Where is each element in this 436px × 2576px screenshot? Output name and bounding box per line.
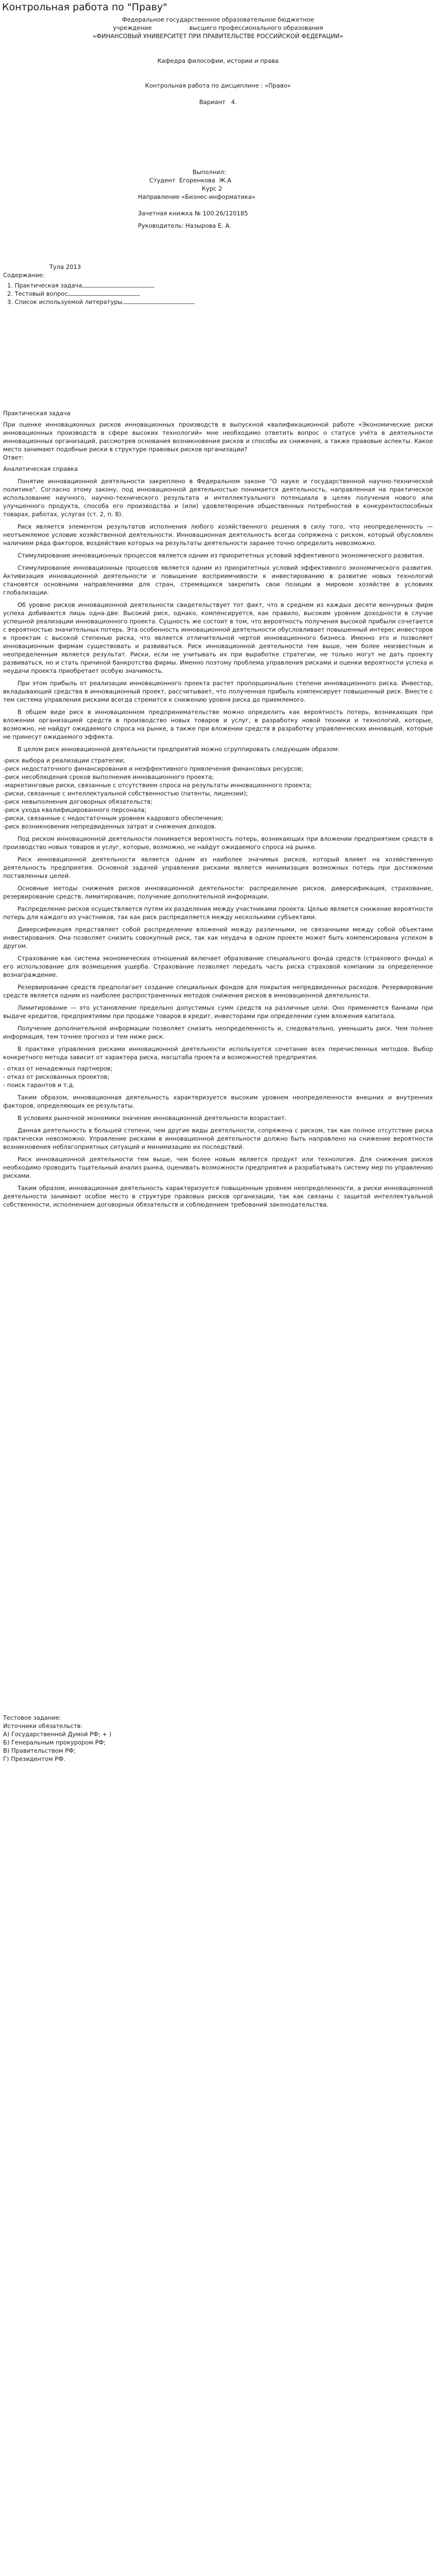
body-paragraph: Таким образом, инновационная деятельность характеризуется высоким уровнем неопределенности внешних и внутренних факторов, определяющих ее результаты.: [3, 1094, 433, 1109]
list-item: -риск недостаточного финансирования и неэффективного привлечения финансовых ресурсов;: [3, 765, 304, 772]
body-paragraph: Страхование как система экономических отношений включает образование специального фонда средств (страхового фонда) и его использование для возмещения ущерба. Страхование позволяет передать часть риска страховой компании за определенное вознаграждение.: [3, 955, 433, 978]
body-paragraph: Данная деятельность в большей степени, чем другие виды деятельности, сопряжена с риском, так как полное отсутствие риска практически невозможно. Управление рисками в инновационной деятельности должно быть направлено на снижение вероятности возникновения неблагоприятных ситуаций и минимизацию их последствий.: [3, 1127, 433, 1150]
author-block: [3, 168, 433, 230]
toc-item-label: 3. Список используемой литературы: [7, 298, 123, 306]
answer-label: Ответ:: [3, 454, 24, 461]
body-paragraph: Риск инновационной деятельности тем выше, чем более новым является продукт или технология. Для снижения рисков необходимо проводить тщательный анализ рынка, оценивать возможности предприятия и разрабатывать систему мер по управлению рисками.: [3, 1156, 433, 1179]
toc-item: [3, 298, 433, 306]
table-of-contents: [3, 271, 433, 306]
body-paragraph: Риск является элементом результатов исполнения любого хозяйственного решения в силу того, что неопределенность — неотъемлемое условие хозяйственной деятельности. Инновационная деятельность всегда сопряжена с риском, который обусловлен наличием ряда факторов, воздействие которых на результаты деятельности заранее точно определить невозможно.: [3, 523, 433, 547]
list-item: -риски, связанные с интеллектуальной собственностью (патенты, лицензии);: [3, 790, 248, 797]
title-line: «ФИНАНСОВЫЙ УНИВЕРСИТЕТ ПРИ ПРАВИТЕЛЬСТВЕ РОССИЙСКОЙ ФЕДЕРАЦИИ»: [93, 32, 343, 40]
test-option: Б) Генеральным прокурором РФ;: [3, 1739, 106, 1746]
course: Курс 2: [202, 185, 222, 192]
toc-heading: Содержание:: [3, 272, 45, 279]
document-title: Контрольная работа по "Праву": [2, 2, 167, 13]
toc-leader: [82, 282, 154, 287]
list-item: -риск возникновения непредвиденных затрат и снижения доходов.: [3, 823, 217, 830]
test-option: А) Государственной Думой РФ; + ): [3, 1731, 112, 1738]
title-page-header: [3, 13, 433, 40]
direction: Направление «Бизнес-информатика»: [138, 193, 256, 200]
body-paragraph: Диверсификация представляет собой распределение вложений между различными, не связанными между собой объектами инвестирования. Она позволяет снизить совокупный риск, так как неудача в одном проекте может быть компенсирована успехом в другом.: [3, 926, 433, 950]
risk-groups-list: [3, 756, 433, 831]
test-question: Источники обязательств:: [3, 1722, 83, 1730]
task-question: При оценке инновационных рисков инновационных производств в выпускной квалификационной работе «Экономические риски инновационных производств в сфере высоких технологий» мне необходимо ответить вопрос о статусе учёта в деятельности инновационных организаций, рассмотрев основания возникновения рисков и способы их снижения, а также правовые аспекты. Какое место занимают подобные риски в структуре правовых рисков организации?: [3, 421, 433, 453]
list-item: -риск выбора и реализации стратегии;: [3, 757, 125, 764]
toc-item-label: 1. Практическая задача: [7, 282, 82, 289]
title-line: Федеральное государственное образовательное бюджетное: [121, 16, 315, 23]
body-paragraph: В общем виде риск в инновационном предпринимательстве можно определить как вероятность потерь, возникающих при вложении организацией средств в производство новых товаров и услуг, в разработку новой техники и технологий, которые, возможно, не найдут ожидаемого спроса на рынке, а также при вложении средств в разработку управленческих инноваций, которые не принесут ожидаемого эффекта.: [3, 708, 433, 740]
body-paragraph: Получение дополнительной информации позволяет снизить неопределенность и, следовательно, уменьшить риск. Чем полнее информация, тем точнее прогноз и тем ниже риск.: [3, 1025, 433, 1040]
test-section: [3, 1714, 433, 1763]
record-book: Зачетная книжка № 100.26/120185: [138, 210, 248, 217]
list-item: -риски, связанные с недостаточным уровнем кадрового обеспечения;: [3, 815, 223, 822]
body-paragraph: Под риском инновационной деятельности понимается вероятность потерь, возникающих при вложении предприятием средств в производство новых товаров и услуг, которые, возможно, не найдут ожидаемого спроса на рынке.: [3, 835, 433, 851]
test-option: В) Правительством РФ;: [3, 1747, 76, 1754]
body-paragraph: Риск инновационной деятельности является одним из наиболее значимых рисков, который влияет на хозяйственную деятельность предприятия. Основной задачей управления рисками является минимизация возможных потерь при достижении поставленных целей.: [3, 856, 433, 879]
city-year: Тула 2013: [49, 263, 81, 270]
toc-leader: [123, 298, 195, 304]
analytic-subheading: Аналитическая справка: [3, 465, 78, 472]
body-paragraph: Понятие инновационной деятельности закреплено в Федеральном законе "О науке и государственной научно-технической политике". Согласно этому закону, под инновационной деятельностью понимается деятельность, направленная на практическое использование научного, научно-технического результата и интеллектуального потенциала в целях получения нового или улучшенного продукта, способа его производства и (или) удовлетворения общественных потребностей в конкурентоспособных товарах, работах, услугах (ст. 2, п. 8).: [3, 478, 433, 518]
body-paragraph: В целом риск инновационной деятельности предприятий можно сгруппировать следующим образом:: [18, 745, 340, 753]
toc-item: [3, 281, 433, 290]
body-paragraph: Резервирование средств предполагает создание специальных фондов для покрытия непредвиденных расходов. Резервирование средств является одним из наиболее распространенных методов снижения рисков в инновационной деятельности.: [3, 984, 433, 999]
body-paragraph: Распределение рисков осуществляется путем их разделения между участниками проекта. Целью является снижение вероятности потерь для каждого из участников, так как риск распределяется между несколькими субъектами.: [3, 905, 433, 921]
toc-leader: [68, 290, 140, 296]
list-item: -риск ухода квалифицированного персонала;: [3, 806, 147, 814]
toc-item-label: 2. Тестовый вопрос: [7, 290, 68, 297]
body-paragraph: Основные методы снижения рисков инновационной деятельности: распределение рисков, диверсификация, страхование, резервирование средств, лимитирование, получение дополнительной информации.: [3, 885, 433, 900]
document-body: [0, 13, 436, 1763]
supervisor: Руководитель: Назырова Е. А.: [138, 222, 232, 229]
body-paragraph: В условиях рыночной экономики значение инновационной деятельности возрастает.: [18, 1114, 287, 1122]
body-paragraph: Об уровне рисков инновационной деятельности свидетельствует тот факт, что в среднем из каждых десяти венчурных фирм успеха добиваются лишь одна-две. Высокий риск, однако, компенсируется, как правило, высоким уровнем доходности в случае успешной реализации инновационного проекта. Сущность же состоит в том, что вероятность получения высокой прибыли сочетается с вероятностью значительных потерь. Эта особенность инновационной деятельности обусловливает повышенный интерес инвесторов к проектам с высокой степенью риска, что является отличительной чертой инновационного бизнеса. Именно это и позволяет инновационным фирмам существовать и развиваться. Риск инновационной деятельности тем выше, чем более неизвестным и неопределенным является результат. Риски, если не учитывать их при выработке стратегии, не только могут не дать проекту развиваться, но и стать причиной банкротства фирмы. Именно поэтому проблема управления рисками и оценки вероятности успеха и неудачи проекта приобретает особую значимость.: [3, 601, 433, 674]
work-title: Контрольная работа по дисциплине : «Право»: [145, 82, 291, 89]
department: Кафедра философии, истории и права: [157, 57, 279, 64]
performed-label: Выполнил:: [193, 168, 226, 176]
body-paragraph: Стимулирование инновационных процессов является одним из приоритетных условий эффективного экономического развития.: [18, 552, 424, 559]
body-paragraph: В практике управления рисками инновационной деятельности используется сочетание всех перечисленных методов. Выбор конкретного метода зависит от характера риска, масштаба проекта и возможностей предприятия.: [3, 1045, 433, 1061]
body-paragraph: Лимитирование — это установление предельно допустимых сумм средств на различные цели. Оно применяется банками при выдаче кредитов, предприятиями при продаже товаров в кредит, инвесторами при определении сумм вложения капитала.: [3, 1004, 433, 1020]
list-item: -маркетинговые риски, связанные с отсутствием спроса на результаты инновационного проекта;: [3, 782, 312, 789]
body-paragraph: Стимулирование инновационных процессов является одним из приоритетных условий эффективного экономического развития. Активизация инновационной деятельности и повышение восприимчивости к инвестированию в развитие новых технологий становятся основными направлениями для стран, стремящихся закрепить свои позиции в мировом хозяйстве в условиях глобализации.: [3, 564, 433, 596]
conclusions-list: [3, 1064, 433, 1089]
title-line: учреждение высшего профессионального образования: [113, 24, 323, 31]
body-paragraph: При этом прибыль от реализации инновационного проекта растет пропорционально степени инновационного риска. Инвестор, вкладывающий средства в инновационный проект, рассчитывает, что полученная прибыль компенсирует повышенный риск. Вместе с тем система управления рисками всегда стремится к снижению уровня риска до приемлемого.: [3, 680, 433, 703]
variant: Вариант 4.: [199, 98, 237, 106]
student: Студент Егоренкова Ж.А: [149, 177, 232, 184]
list-item: -риск несоблюдения сроков выполнения инновационного проекта;: [3, 773, 214, 781]
list-item: -риск невыполнения договорных обязательств;: [3, 798, 153, 805]
list-item: - отказ от ненадежных партнеров;: [3, 1065, 113, 1072]
test-heading: Тестовое задание:: [3, 1714, 61, 1721]
toc-item: [3, 290, 433, 298]
list-item: - отказ от рискованных проектов;: [3, 1073, 110, 1080]
task-heading: Практическая задача: [3, 410, 71, 417]
test-option: Г) Президентом РФ.: [3, 1755, 65, 1762]
list-item: - поиск гарантов и т.д.: [3, 1081, 75, 1089]
body-paragraph: Таким образом, инновационная деятельность характеризуется повышенным уровнем неопределенности, а риски инновационной деятельности занимают особое место в структуре правовых рисков организации, так как связаны с защитой интеллектуальной собственности, исполнением договорных обязательств и соблюдением требований законодательства.: [3, 1184, 433, 1208]
